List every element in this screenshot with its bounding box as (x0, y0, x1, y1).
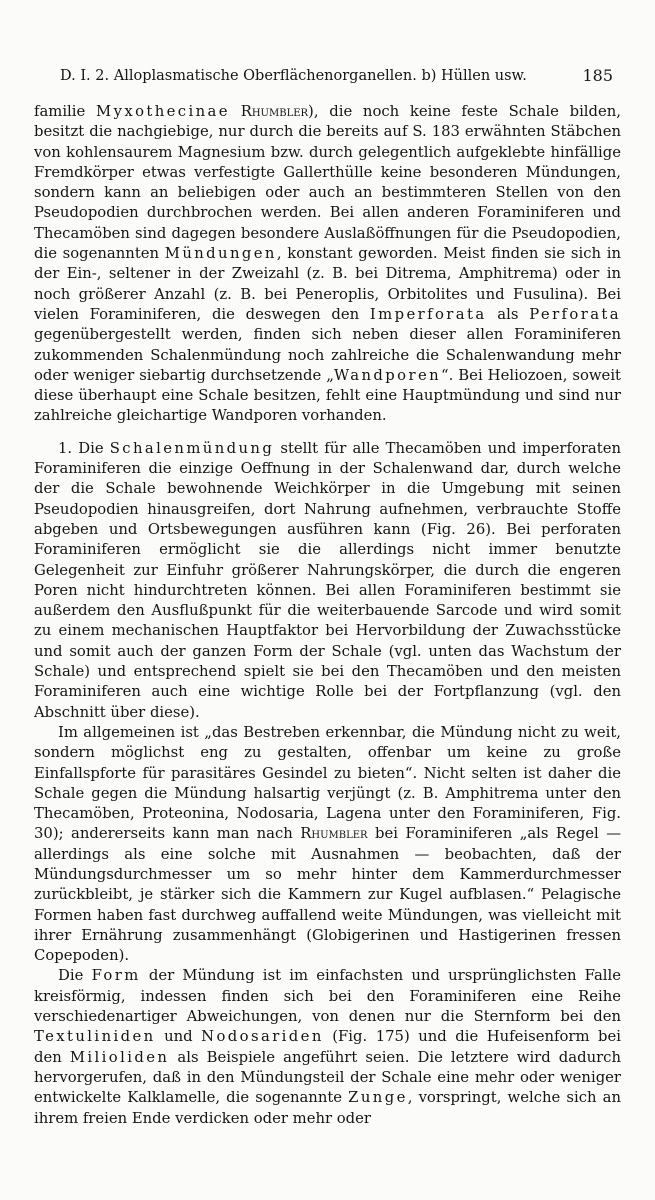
spaced-term: Textuliniden (34, 1028, 156, 1046)
text-run: ), die noch keine feste Schale bilden, besitzt die nachgiebige, nur durch die bereits auf S. 183 erwähnten Stäbchen von kohlensaurem Magnesium bzw. durch gelegentlich aufgeklebte hinfällige Fremdkörper etwas verfestigte Gallerthülle keine besonderen Mündungen, sondern kann an beliebigen oder auch an bestimmteren Stellen von den Pseudopodien durchbrochen werden. Bei allen anderen Foraminiferen und Thecamöben sind dagegen besondere Auslaßöffnungen für die Pseudopodien, die sogenannten (34, 103, 621, 263)
text-run: (Fig. 175) und die Hufeisenform bei den (34, 1028, 621, 1066)
spaced-term: Schalenmündung (109, 439, 275, 457)
text-run: bei Foraminiferen „als Regel — allerdings als eine solche mit Ausnahmen — beobachten, daß der Mündungsdurchmesser um so mehr hinter dem Kammerdurchmesser zurückbleibt, je stärker sich die Kammern zur Kugel aufblasen.“ Pelagische Formen haben fast durchweg auffallend weite Mündungen, was vielleicht mit ihrer Ernährung zusammenhängt (Globigerinen und Hastigerinen fressen Copepoden). (34, 825, 622, 965)
spaced-term: Perforata (529, 305, 621, 323)
text-run: , konstant geworden. Meist finden sie sich in der Ein-, seltener in der Zweizahl (z. B. bei Ditrema, Amphitrema) oder in noch größerer Anzahl (z. B. bei Peneroplis, Orbitolites und Fusulina). Bei vielen Foraminiferen, die deswegen den (34, 245, 621, 323)
text-run: stellt für alle Thecamöben und imperforaten Foraminiferen die einzige Oeffnung in der Schalenwand dar, durch welche der die Schale bewohnende Weichkörper in die Umgebung mit seinen Pseudopodien hinausgreifen, dort Nahrung aufnehmen, verbrauchte Stoffe abgeben und Ortsbewegungen ausführen kann (Fig. 26). Bei perforaten Foraminiferen ermöglicht sie die allerdings nicht immer benutzte Gelegenheit zur Einfuhr größerer Nahrungskörper, die durch die engeren Poren nicht hindurchtreten können. Bei allen Foraminiferen bestimmt sie außerdem den Ausflußpunkt für die weiterbauende Sarcode und wird somit zu einem mechanischen Hauptfaktor bei Hervorbildung der Zuwachsstücke und somit auch der ganzen Form der Schale (vgl. unten das Wachstum der Schale) und entsprechend spielt sie bei den Thecamöben und den meisten Foraminiferen auch eine wichtige Rolle bei der Fortpflanzung (vgl. den Abschnitt über diese). (34, 439, 621, 721)
text-run: gegenübergestellt werden, finden sich neben dieser allen Foraminiferen zukommenden Schalenmündung noch zahlreiche die Schalenwandung mehr oder weniger siebartig durchsetzende „ (34, 326, 621, 384)
spaced-term: Milioliden (69, 1048, 170, 1066)
text-run: Im allgemeinen ist „das Bestreben erkennbar, die Mündung nicht zu weit, sondern möglichst eng zu gestalten, offenbar um keine zu große Einfallspforte für parasitäres Gesindel zu bieten“. Nicht selten ist daher die Schale gegen die Mündung halsartig verjüngt (z. B. Amphitrema unter den Thecamöben, Proteonina, Nodosaria, Lagena unter den Foraminiferen, Fig. 30); andererseits kann man nach (34, 723, 621, 843)
author-name: Rhumbler (300, 825, 368, 843)
text-run: der Mündung ist im einfachsten und ursprünglichsten Falle kreisförmig, indessen finden sich bei den Foraminiferen eine Reihe verschiedenartiger Abweichungen, von denen nur die Sternform bei den (34, 967, 621, 1026)
spaced-term: Imperforata (369, 305, 487, 323)
text-run: als Beispiele angeführt seien. Die letztere wird dadurch hervorgerufen, daß in den Mündungsteil der Schale eine mehr oder weniger entwickelte Kalklamelle, die sogenannte (34, 1048, 621, 1107)
text-run: familie (34, 103, 97, 120)
spaced-term: Wandporen (333, 366, 442, 384)
author-name: Rhumbler (240, 103, 309, 120)
spaced-term: Nodosariden (201, 1028, 324, 1046)
running-head-title: D. I. 2. Alloplasmatische Oberflächenorganellen. b) Hüllen usw. (60, 68, 527, 84)
paragraph-3 (34, 723, 621, 967)
paragraph-1 (34, 102, 621, 427)
text-run: “. Bei Heliozoen, soweit diese überhaupt eine Schale besitzen, fehlt eine Hauptmündung und sind nur zahlreiche gleichartige Wandporen vorhanden. (34, 366, 621, 425)
text-run: und (155, 1028, 202, 1046)
spaced-term: Myxothecinae (96, 103, 230, 120)
paragraph-4 (34, 966, 621, 1128)
text-run: , vorspringt, welche sich an ihrem freien Ende verdicken oder mehr oder (34, 1089, 621, 1127)
text-run: Die (58, 967, 92, 985)
running-head (34, 62, 621, 90)
paragraph-2 (34, 439, 621, 723)
page-number: 185 (582, 66, 613, 85)
spaced-term: Form (91, 967, 141, 985)
text-run (230, 103, 241, 120)
text-run: als (486, 305, 530, 323)
spaced-term: Mündungen (164, 245, 277, 263)
text-run: 1. Die (58, 439, 110, 457)
spaced-term: Zunge (348, 1089, 408, 1107)
